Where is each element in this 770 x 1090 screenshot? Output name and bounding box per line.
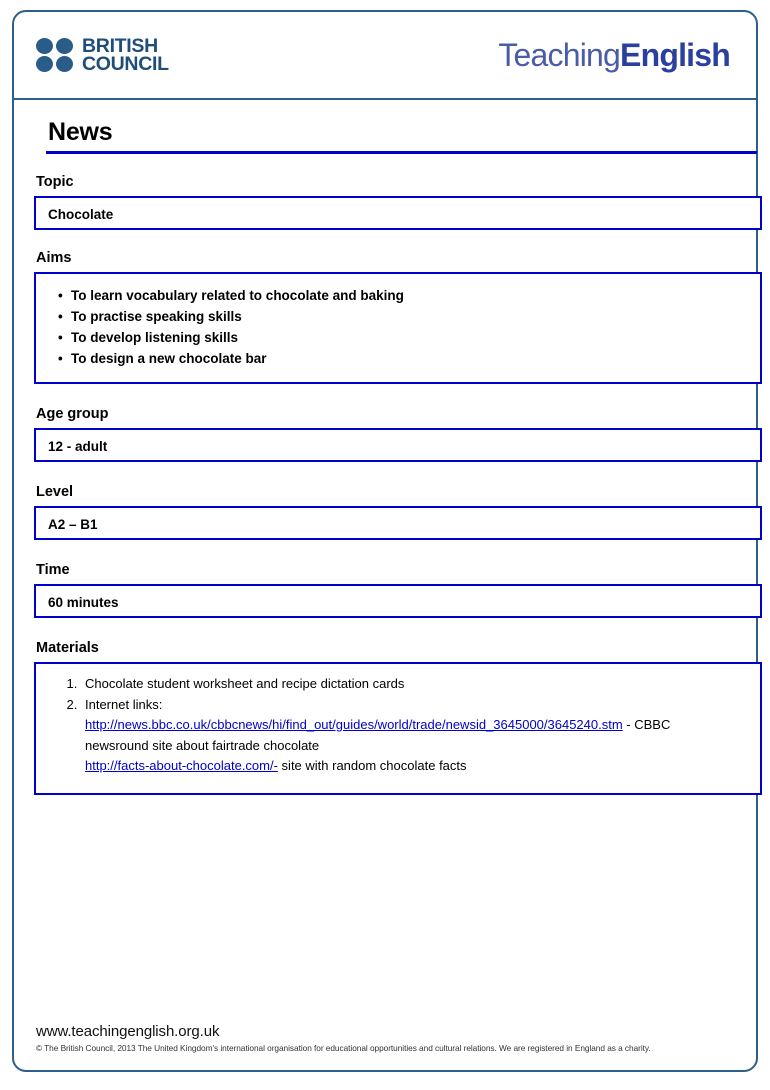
title-underline-rule bbox=[46, 151, 757, 154]
teaching-english-logo bbox=[498, 37, 730, 74]
aims-list-item: • To design a new chocolate bar bbox=[58, 348, 748, 369]
field-aims bbox=[34, 272, 762, 384]
materials-list bbox=[48, 674, 748, 777]
materials-list-item bbox=[81, 695, 748, 777]
teaching-english-bold-text: English bbox=[620, 36, 730, 73]
footer-copyright-text: © The British Council, 2013 The United Kingdom's international organisation for educational opportunities and cultural relations. We are registered in England as a charity. bbox=[36, 1043, 651, 1053]
field-level: A2 – B1 bbox=[34, 506, 762, 540]
materials-internet-links-label: Internet links: bbox=[85, 696, 163, 712]
materials-link-row-2 bbox=[85, 756, 748, 777]
aims-list-item: • To practise speaking skills bbox=[58, 306, 748, 327]
logo-dot bbox=[56, 38, 73, 54]
british-council-wordmark bbox=[82, 34, 169, 75]
label-materials: Materials bbox=[36, 640, 99, 656]
link-cbbc-suffix: - CBBC bbox=[622, 717, 671, 732]
british-council-line-2: COUNCIL bbox=[82, 53, 169, 75]
teaching-english-light-text: Teaching bbox=[498, 36, 621, 73]
label-aims: Aims bbox=[36, 250, 72, 266]
aims-list-item: • To develop listening skills bbox=[58, 327, 748, 348]
link-facts-suffix: site with random chocolate facts bbox=[277, 758, 467, 773]
british-council-logo bbox=[36, 34, 169, 75]
document-header bbox=[14, 12, 756, 100]
document-footer bbox=[36, 1023, 734, 1053]
materials-list-item: 1. Chocolate student worksheet and recipe dictation cards bbox=[81, 674, 748, 695]
field-materials bbox=[34, 662, 762, 795]
logo-dot bbox=[36, 56, 53, 72]
field-topic: Chocolate bbox=[34, 196, 762, 230]
field-time: 60 minutes bbox=[34, 584, 762, 618]
footer-website-url: www.teachingenglish.org.uk bbox=[36, 1023, 220, 1040]
label-time: Time bbox=[36, 562, 70, 578]
document-body bbox=[14, 100, 756, 1070]
british-council-line-1: BRITISH bbox=[82, 34, 158, 57]
field-age-group: 12 - adult bbox=[34, 428, 762, 462]
document-frame bbox=[12, 10, 758, 1072]
aims-list bbox=[48, 283, 748, 373]
page-title: News bbox=[48, 118, 113, 146]
label-topic: Topic bbox=[36, 174, 74, 190]
materials-link-row-1 bbox=[85, 715, 748, 736]
materials-link-description-1: newsround site about fairtrade chocolate bbox=[85, 737, 320, 753]
british-council-dots-icon bbox=[36, 38, 73, 72]
aims-list-item: • To learn vocabulary related to chocolate and baking bbox=[58, 285, 748, 306]
link-cbbc-newsround[interactable]: http://news.bbc.co.uk/cbbcnews/hi/find_out/guides/world/trade/newsid_3645000/3645240.stm bbox=[85, 717, 623, 732]
label-level: Level bbox=[36, 484, 74, 500]
logo-dot bbox=[36, 38, 53, 54]
label-age-group: Age group bbox=[36, 406, 109, 422]
logo-dot bbox=[56, 56, 73, 72]
link-facts-about-chocolate[interactable]: http://facts-about-chocolate.com/- bbox=[85, 758, 278, 773]
